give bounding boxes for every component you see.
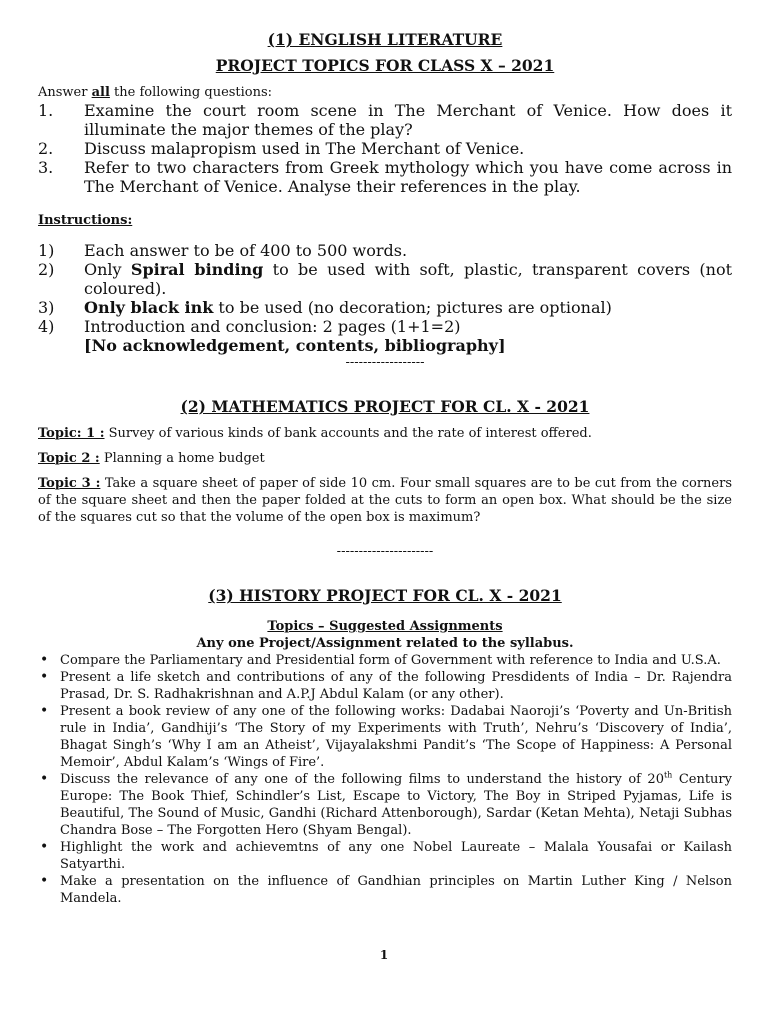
english-title: (1) ENGLISH LITERATURE [267, 30, 503, 49]
instruction-4: 4) Introduction and conclusion: 2 pages (1+1=2) [38, 317, 461, 336]
instruction-2: 2) Only Spiral binding to be used with soft, plastic, transparent covers (not coloured). [38, 260, 733, 298]
list-item: • Present a life sketch and contributions of any of the following Presdidents of India – Dr. Rajendra Prasad, Dr. S. Radhakrishnan and A.P.J Abdul Kalam (or any other). [38, 669, 732, 703]
history-any-one: Any one Project/Assignment related to the syllabus. [196, 636, 574, 651]
list-item: • Discuss the relevance of any one of the following films to understand the history of 20th Century Europe: The Book Thief, Schindler’s List, Escape to Victory, The Boy in Striped Pyjamas, Life is Beautiful, The Sound of Music, Gandhi (Richard Attenborough), Sardar (Ketan Mehta), Netaji Subhas Chandra Bose – The Forgotten Hero (Shyam Bengal). [38, 771, 732, 839]
list-item: • Compare the Parliamentary and Presidential form of Government with reference to India and U.S.A. [38, 652, 732, 669]
list-item: • Make a presentation on the influence of Gandhian principles on Martin Luther King / Nelson Mandela. [38, 873, 732, 907]
english-question-1: 1. Examine the court room scene in The Merchant of Venice. How does it illuminate the major themes of the play? [38, 101, 732, 139]
list-item: • Present a book review of any one of the following works: Dadabai Naoroji’s ‘Poverty and Un-British rule in India’, Gandhiji’s ‘The Story of my Experiments with Truth’, Nehru’s ‘Discovery of India’, Bhagat Singh’s ‘Why I am an Atheist’, Vijayalakshmi Pandit’s ‘The Scope of Happiness: A Personal Memoir’, Abdul Kalam’s ‘Wings of Fire’. [38, 703, 732, 771]
english-question-2: 2. Discuss malapropism used in The Merchant of Venice. [38, 139, 525, 158]
math-title: (2) MATHEMATICS PROJECT FOR CL. X - 2021 [180, 397, 590, 416]
separator-2: ---------------------- [336, 544, 434, 559]
instruction-3: 3) Only black ink to be used (no decoration; pictures are optional) [38, 298, 612, 317]
separator-1: ------------------ [345, 355, 425, 370]
history-assignment-list [38, 652, 732, 907]
english-subtitle: PROJECT TOPICS FOR CLASS X – 2021 [215, 56, 555, 75]
english-lead: Answer all the following questions: [38, 85, 273, 100]
history-topics-label: Topics – Suggested Assignments [267, 619, 503, 634]
document-page [38, 30, 732, 907]
instruction-1: 1) Each answer to be of 400 to 500 words. [38, 241, 408, 260]
page-number: 1 [379, 948, 389, 962]
english-question-3: 3. Refer to two characters from Greek mythology which you have come across in The Merchant of Venice. Analyse their references in the play. [38, 158, 732, 196]
history-title: (3) HISTORY PROJECT FOR CL. X - 2021 [208, 586, 562, 605]
instruction-5: [No acknowledgement, contents, bibliography] [84, 336, 506, 355]
math-topic-2: Topic 2 : Planning a home budget [38, 451, 265, 466]
lead-all: all [91, 85, 110, 100]
instructions-label: Instructions: [38, 213, 133, 228]
math-topic-3: Topic 3 : Take a square sheet of paper of side 10 cm. Four small squares are to be cut from the corners of the square sheet and then the paper folded at the cuts to form an open box. What should be the size of the squares cut so that the volume of the open box is maximum? [38, 476, 732, 525]
math-topic-1: Topic: 1 : Survey of various kinds of bank accounts and the rate of interest offered. [38, 426, 592, 441]
list-item: • Highlight the work and achievemtns of any one Nobel Laureate – Malala Yousafai or Kailash Satyarthi. [38, 839, 732, 873]
